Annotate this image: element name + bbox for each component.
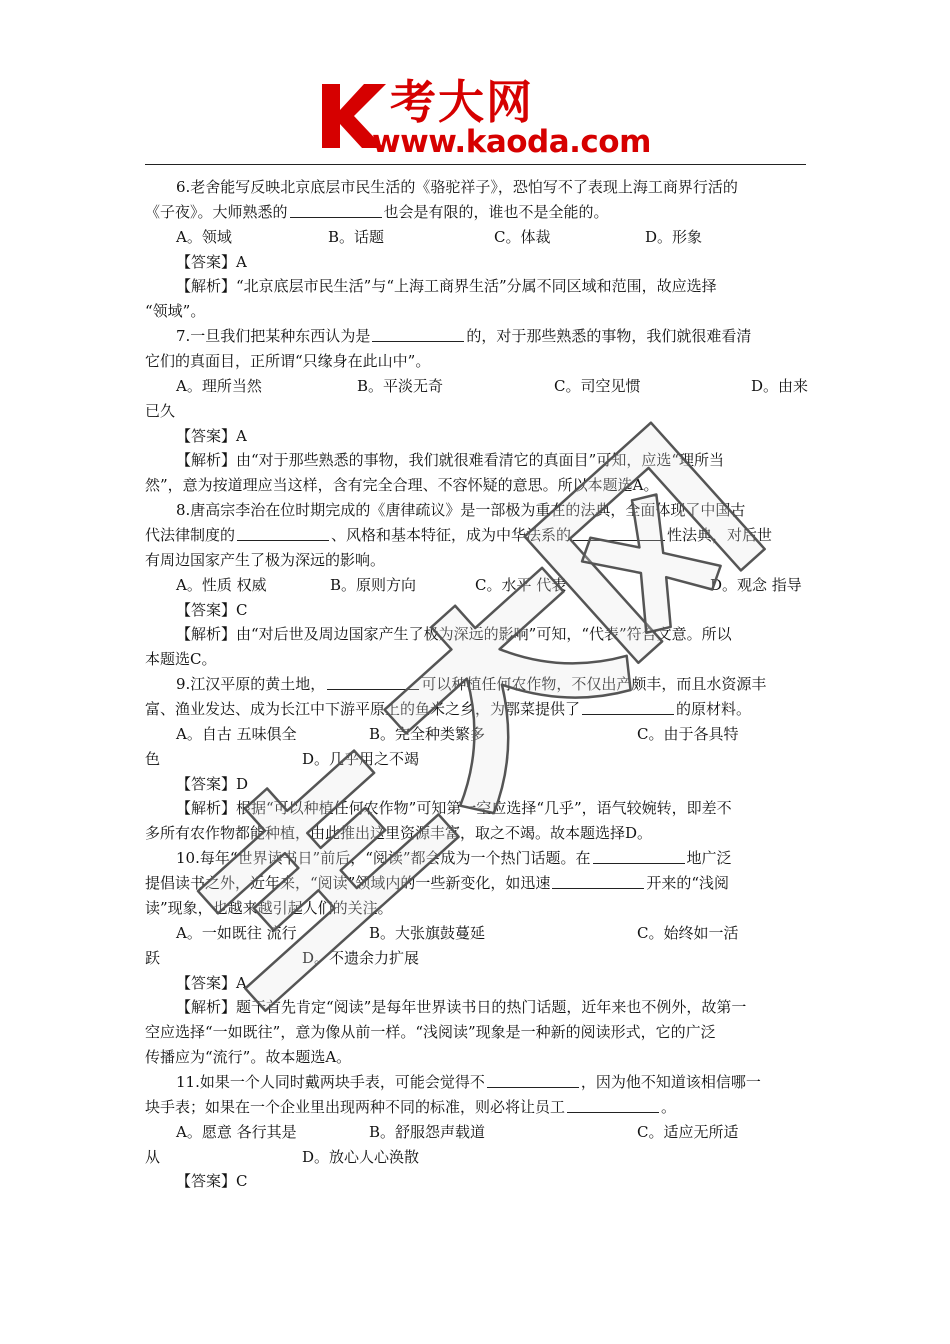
q8-stem-line-1: 8.唐高宗李治在位时期完成的《唐律疏议》是一部极为重在的法典，全面体现了中国古 — [176, 501, 746, 520]
q9-stem-line-1: 9.江汉平原的黄土地， 可以种植任何农作物，不仅出产颇丰，而且水资源丰 — [176, 675, 767, 694]
option-c: C。体裁 — [494, 227, 551, 246]
q8-stem-line-2: 代法律制度的 、风格和基本特征，成为中华法系的 性法典，对后世 — [145, 526, 773, 545]
option-a: A。性质 权威 — [176, 575, 267, 594]
q7-explanation-line-1: 【解析】由“对于那些熟悉的事物，我们就很难看清它的真面目”可知，应选“理所当 — [176, 451, 725, 470]
option-b: B。原则方向 — [330, 575, 417, 594]
fill-blank — [593, 848, 685, 864]
option-b: B。舒服怨声载道 — [369, 1122, 486, 1141]
option-d: D。放心人心涣散 — [302, 1147, 420, 1166]
q10-stem-line-1: 10.每年“世界读书日”前后，“阅读”都会成为一个热门话题。在 地广泛 — [176, 849, 732, 868]
q7-option-d-wrap: 已久 — [145, 401, 176, 420]
option-c-wrap: 从 — [145, 1147, 161, 1166]
q10-options — [145, 921, 806, 946]
option-b: B。话题 — [328, 227, 385, 246]
fill-blank — [327, 674, 419, 690]
option-c: C。司空见惯 — [554, 376, 641, 395]
q11-stem-line-1: 11.如果一个人同时戴两块手表，可能会觉得不 ，因为他不知道该相信哪一 — [176, 1072, 761, 1091]
q10-explanation-line-1: 【解析】题干首先肯定“阅读”是每年世界读书日的热门话题，近年来也不例外，故第一 — [176, 998, 747, 1017]
q9-answer: 【答案】D — [176, 774, 249, 793]
fill-blank — [552, 873, 644, 889]
q7-answer: 【答案】A — [176, 426, 247, 445]
option-b: B。大张旗鼓蔓延 — [369, 923, 486, 942]
option-a: A。一如既往 流行 — [176, 923, 297, 942]
q9-options — [145, 722, 806, 747]
q10-stem-line-2: 提倡读书之外，近年来，“阅读”领域内的一些新变化，如迅速 开来的“浅阅 — [145, 874, 730, 893]
q6-stem-line-1: 6.老舍能写反映北京底层市民生活的《骆驼祥子》，恐怕写不了表现上海工商界行活的 — [176, 178, 738, 196]
q6-explanation-line-1: 【解析】“北京底层市民生活”与“上海工商界生活”分属不同区域和范围，故应选择 — [176, 277, 717, 296]
option-c: C。由于各具特 — [637, 724, 739, 743]
option-a: A。理所当然 — [176, 376, 262, 395]
option-a: A。愿意 各行其是 — [176, 1122, 297, 1141]
option-c: C。水平 代表 — [475, 575, 567, 594]
fill-blank — [237, 525, 329, 541]
fill-blank — [487, 1072, 579, 1088]
q8-stem-line-3: 有周边国家产生了极为深远的影响。 — [145, 550, 386, 569]
option-d: D。由来 — [751, 376, 809, 395]
page-header — [0, 0, 950, 170]
q9-options-wrap — [145, 747, 806, 772]
option-d: D。形象 — [645, 227, 703, 246]
q7-stem-line-1: 7.一旦我们把某种东西认为是 的，对于那些熟悉的事物，我们就很难看清 — [176, 327, 752, 346]
option-b: B。平淡无奇 — [357, 376, 444, 395]
q10-options-wrap — [145, 946, 806, 971]
q11-options — [145, 1120, 806, 1145]
fill-blank — [573, 525, 665, 541]
logo-chinese-text: 考大网 — [390, 75, 534, 129]
q9-explanation-line-2: 多所有农作物都能种植，由此推出这里资源丰富，取之不竭。故本题选择D。 — [145, 824, 653, 843]
q9-stem-line-2: 富、渔业发达、成为长江中下游平原上的鱼米之乡，为鄂菜提供了 的原材料。 — [145, 700, 752, 719]
q10-stem-line-3: 读”现象，也越来越引起人们的关注。 — [145, 898, 393, 917]
q11-answer: 【答案】C — [176, 1172, 248, 1191]
q7-options — [145, 374, 809, 399]
option-c: C。适应无所适 — [637, 1122, 739, 1141]
option-a: A。自古 五味俱全 — [176, 724, 297, 743]
fill-blank — [582, 699, 674, 715]
q6-answer: 【答案】A — [176, 252, 247, 271]
option-c-wrap: 色 — [145, 749, 161, 768]
q11-stem-line-2: 块手表；如果在一个企业里出现两种不同的标准，则必将让员工 。 — [145, 1097, 677, 1116]
q7-stem-line-2: 它们的真面目，正所谓“只缘身在此山中”。 — [145, 352, 431, 371]
option-d: D。几乎用之不竭 — [302, 749, 420, 768]
option-d: D。观念 指导 — [710, 575, 802, 594]
q8-options — [145, 573, 806, 598]
fill-blank — [567, 1097, 659, 1113]
logo-url-text: www.kaoda.com — [372, 124, 651, 160]
option-b: B。完全种类繁多 — [369, 724, 486, 743]
q10-answer: 【答案】A — [176, 973, 247, 992]
option-c: C。始终如一活 — [637, 923, 739, 942]
q8-answer: 【答案】C — [176, 600, 248, 619]
q6-options — [145, 225, 806, 250]
q8-explanation-line-2: 本题选C。 — [145, 650, 217, 669]
q11-options-wrap — [145, 1145, 806, 1170]
q6-explanation-line-2: “领域”。 — [145, 302, 206, 321]
q6-stem-line-2: 《子夜》。大师熟悉的 也会是有限的，谁也不是全能的。 — [145, 202, 609, 221]
q7-explanation-line-2: 然”，意为按道理应当这样，含有完全合理、不容怀疑的意思。所以本题选A。 — [145, 476, 659, 495]
document-body — [145, 175, 809, 1194]
option-d: D。不遗余力扩展 — [302, 948, 420, 967]
option-c-wrap: 跃 — [145, 948, 161, 967]
q10-explanation-line-2: 空应选择“一如既往”，意为像从前一样。“浅阅读”现象是一种新的阅读形式，它的广泛 — [145, 1023, 716, 1042]
q9-explanation-line-1: 【解析】根据“可以种植任何农作物”可知第一空应选择“几乎”，语气较婉转，即差不 — [176, 799, 732, 818]
q8-explanation-line-1: 【解析】由“对后世及周边国家产生了极为深远的影响”可知，“代表”符合文意。所以 — [176, 625, 732, 644]
fill-blank — [372, 326, 464, 342]
option-a: A。领域 — [176, 227, 232, 246]
q10-explanation-line-3: 传播应为“流行”。故本题选A。 — [145, 1048, 352, 1067]
header-divider — [145, 164, 806, 165]
fill-blank — [290, 202, 382, 218]
